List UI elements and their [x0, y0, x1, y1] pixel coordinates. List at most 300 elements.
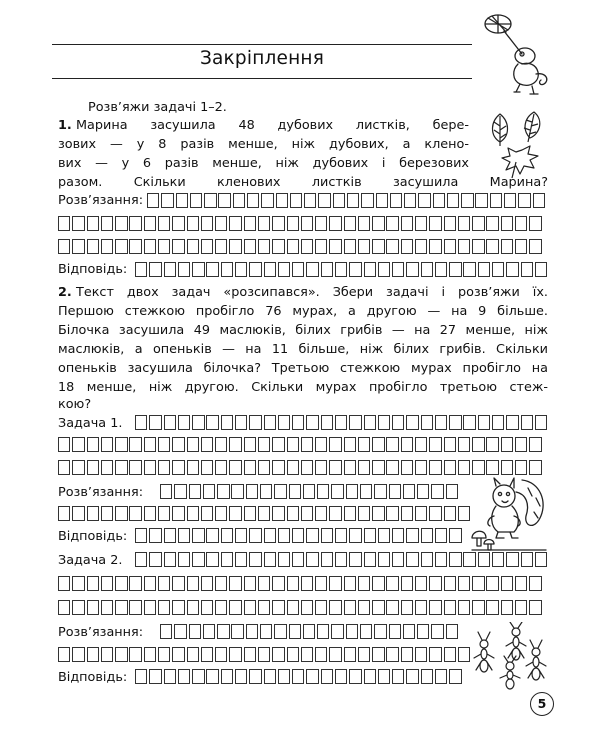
grid-cell[interactable]: [246, 624, 258, 639]
grid-cell[interactable]: [258, 576, 270, 591]
solution1-grid-row1[interactable]: [160, 484, 460, 499]
grid-cell[interactable]: [415, 647, 427, 662]
grid-cell[interactable]: [315, 216, 327, 231]
grid-cell[interactable]: [144, 460, 156, 475]
grid-cell[interactable]: [278, 262, 290, 277]
grid-cell[interactable]: [206, 528, 218, 543]
grid-cell[interactable]: [417, 484, 429, 499]
grid-cell[interactable]: [429, 506, 441, 521]
grid-cell[interactable]: [192, 669, 204, 684]
grid-cell[interactable]: [358, 576, 370, 591]
grid-cell[interactable]: [264, 552, 276, 567]
grid-cell[interactable]: [87, 437, 99, 452]
grid-cell[interactable]: [192, 262, 204, 277]
grid-cell[interactable]: [272, 506, 284, 521]
grid-cell[interactable]: [292, 528, 304, 543]
grid-cell[interactable]: [458, 216, 470, 231]
grid-cell[interactable]: [274, 484, 286, 499]
grid-cell[interactable]: [449, 528, 461, 543]
grid-cell[interactable]: [401, 600, 413, 615]
grid-cell[interactable]: [272, 647, 284, 662]
grid-cell[interactable]: [372, 239, 384, 254]
grid-cell[interactable]: [178, 669, 190, 684]
grid-cell[interactable]: [535, 415, 547, 430]
grid-cell[interactable]: [206, 669, 218, 684]
grid-cell[interactable]: [229, 437, 241, 452]
grid-cell[interactable]: [72, 600, 84, 615]
grid-cell[interactable]: [415, 460, 427, 475]
grid-cell[interactable]: [290, 193, 302, 208]
grid-cell[interactable]: [101, 460, 113, 475]
grid-cell[interactable]: [215, 239, 227, 254]
grid-cell[interactable]: [475, 193, 487, 208]
grid-cell[interactable]: [87, 460, 99, 475]
grid-cell[interactable]: [378, 262, 390, 277]
grid-cell[interactable]: [463, 262, 475, 277]
grid-cell[interactable]: [306, 669, 318, 684]
grid-cell[interactable]: [392, 669, 404, 684]
grid-cell[interactable]: [344, 460, 356, 475]
grid-cell[interactable]: [386, 239, 398, 254]
grid-cell[interactable]: [421, 669, 433, 684]
grid-cell[interactable]: [231, 624, 243, 639]
grid-cell[interactable]: [192, 415, 204, 430]
grid-cell[interactable]: [58, 506, 70, 521]
grid-cell[interactable]: [301, 506, 313, 521]
grid-cell[interactable]: [272, 437, 284, 452]
grid-cell[interactable]: [429, 647, 441, 662]
grid-cell[interactable]: [149, 415, 161, 430]
grid-cell[interactable]: [361, 193, 373, 208]
grid-cell[interactable]: [301, 239, 313, 254]
grid-cell[interactable]: [190, 193, 202, 208]
grid-cell[interactable]: [501, 460, 513, 475]
grid-cell[interactable]: [378, 669, 390, 684]
grid-cell[interactable]: [386, 576, 398, 591]
grid-cell[interactable]: [158, 576, 170, 591]
grid-cell[interactable]: [329, 437, 341, 452]
grid-cell[interactable]: [135, 528, 147, 543]
grid-cell[interactable]: [429, 239, 441, 254]
grid-cell[interactable]: [272, 216, 284, 231]
grid-cell[interactable]: [172, 437, 184, 452]
grid-cell[interactable]: [87, 576, 99, 591]
grid-cell[interactable]: [401, 647, 413, 662]
grid-cell[interactable]: [276, 193, 288, 208]
problem1-grid-row1[interactable]: [135, 415, 549, 430]
grid-cell[interactable]: [315, 437, 327, 452]
grid-cell[interactable]: [278, 528, 290, 543]
grid-cell[interactable]: [149, 262, 161, 277]
grid-cell[interactable]: [278, 415, 290, 430]
grid-cell[interactable]: [72, 506, 84, 521]
grid-cell[interactable]: [486, 460, 498, 475]
grid-cell[interactable]: [504, 193, 516, 208]
grid-cell[interactable]: [101, 216, 113, 231]
grid-cell[interactable]: [444, 576, 456, 591]
grid-cell[interactable]: [406, 552, 418, 567]
grid-cell[interactable]: [244, 647, 256, 662]
grid-cell[interactable]: [472, 460, 484, 475]
grid-cell[interactable]: [201, 216, 213, 231]
grid-cell[interactable]: [335, 415, 347, 430]
grid-cell[interactable]: [249, 415, 261, 430]
grid-cell[interactable]: [515, 460, 527, 475]
grid-cell[interactable]: [115, 216, 127, 231]
grid-cell[interactable]: [472, 600, 484, 615]
grid-cell[interactable]: [147, 193, 159, 208]
grid-cell[interactable]: [72, 216, 84, 231]
grid-cell[interactable]: [287, 216, 299, 231]
grid-cell[interactable]: [221, 262, 233, 277]
grid-cell[interactable]: [501, 239, 513, 254]
grid-cell[interactable]: [129, 460, 141, 475]
grid-cell[interactable]: [376, 193, 388, 208]
grid-cell[interactable]: [492, 262, 504, 277]
grid-cell[interactable]: [444, 460, 456, 475]
grid-cell[interactable]: [221, 415, 233, 430]
grid-cell[interactable]: [221, 528, 233, 543]
grid-cell[interactable]: [349, 552, 361, 567]
solution1-grid-row2[interactable]: [58, 506, 472, 521]
grid-cell[interactable]: [386, 506, 398, 521]
grid-cell[interactable]: [172, 216, 184, 231]
grid-cell[interactable]: [478, 552, 490, 567]
grid-cell[interactable]: [303, 624, 315, 639]
grid-cell[interactable]: [306, 528, 318, 543]
grid-cell[interactable]: [72, 239, 84, 254]
grid-cell[interactable]: [472, 239, 484, 254]
grid-cell[interactable]: [189, 624, 201, 639]
grid-cell[interactable]: [331, 484, 343, 499]
grid-cell[interactable]: [321, 528, 333, 543]
grid-cell[interactable]: [272, 576, 284, 591]
grid-cell[interactable]: [463, 552, 475, 567]
grid-cell[interactable]: [249, 262, 261, 277]
grid-cell[interactable]: [458, 506, 470, 521]
grid-cell[interactable]: [472, 216, 484, 231]
grid-cell[interactable]: [115, 460, 127, 475]
grid-cell[interactable]: [301, 216, 313, 231]
grid-cell[interactable]: [358, 460, 370, 475]
grid-cell[interactable]: [372, 600, 384, 615]
task1-solution-grid-row3[interactable]: [58, 239, 544, 254]
grid-cell[interactable]: [244, 576, 256, 591]
grid-cell[interactable]: [264, 262, 276, 277]
grid-cell[interactable]: [229, 460, 241, 475]
grid-cell[interactable]: [358, 600, 370, 615]
grid-cell[interactable]: [501, 600, 513, 615]
grid-cell[interactable]: [203, 624, 215, 639]
grid-cell[interactable]: [164, 262, 176, 277]
grid-cell[interactable]: [287, 600, 299, 615]
grid-cell[interactable]: [418, 193, 430, 208]
grid-cell[interactable]: [215, 216, 227, 231]
grid-cell[interactable]: [101, 239, 113, 254]
grid-cell[interactable]: [301, 437, 313, 452]
grid-cell[interactable]: [187, 216, 199, 231]
grid-cell[interactable]: [329, 239, 341, 254]
grid-cell[interactable]: [506, 415, 518, 430]
grid-cell[interactable]: [306, 552, 318, 567]
grid-cell[interactable]: [372, 647, 384, 662]
grid-cell[interactable]: [521, 262, 533, 277]
grid-cell[interactable]: [235, 528, 247, 543]
grid-cell[interactable]: [386, 460, 398, 475]
grid-cell[interactable]: [206, 262, 218, 277]
grid-cell[interactable]: [292, 669, 304, 684]
grid-cell[interactable]: [144, 576, 156, 591]
grid-cell[interactable]: [431, 484, 443, 499]
grid-cell[interactable]: [258, 460, 270, 475]
grid-cell[interactable]: [449, 552, 461, 567]
grid-cell[interactable]: [87, 600, 99, 615]
grid-cell[interactable]: [172, 506, 184, 521]
grid-cell[interactable]: [115, 506, 127, 521]
grid-cell[interactable]: [449, 669, 461, 684]
grid-cell[interactable]: [158, 647, 170, 662]
grid-cell[interactable]: [329, 576, 341, 591]
grid-cell[interactable]: [278, 669, 290, 684]
grid-cell[interactable]: [447, 193, 459, 208]
grid-cell[interactable]: [421, 415, 433, 430]
grid-cell[interactable]: [129, 437, 141, 452]
grid-cell[interactable]: [364, 528, 376, 543]
grid-cell[interactable]: [415, 216, 427, 231]
grid-cell[interactable]: [160, 484, 172, 499]
grid-cell[interactable]: [335, 669, 347, 684]
grid-cell[interactable]: [158, 600, 170, 615]
grid-cell[interactable]: [386, 600, 398, 615]
grid-cell[interactable]: [329, 506, 341, 521]
grid-cell[interactable]: [315, 506, 327, 521]
grid-cell[interactable]: [444, 239, 456, 254]
grid-cell[interactable]: [135, 669, 147, 684]
grid-cell[interactable]: [358, 216, 370, 231]
grid-cell[interactable]: [231, 484, 243, 499]
grid-cell[interactable]: [235, 262, 247, 277]
grid-cell[interactable]: [201, 506, 213, 521]
grid-cell[interactable]: [203, 484, 215, 499]
grid-cell[interactable]: [317, 484, 329, 499]
grid-cell[interactable]: [486, 600, 498, 615]
grid-cell[interactable]: [329, 600, 341, 615]
grid-cell[interactable]: [364, 415, 376, 430]
grid-cell[interactable]: [261, 193, 273, 208]
grid-cell[interactable]: [235, 552, 247, 567]
grid-cell[interactable]: [287, 576, 299, 591]
grid-cell[interactable]: [164, 669, 176, 684]
grid-cell[interactable]: [187, 506, 199, 521]
grid-cell[interactable]: [164, 552, 176, 567]
grid-cell[interactable]: [164, 415, 176, 430]
grid-cell[interactable]: [506, 552, 518, 567]
problem2-grid-row2[interactable]: [58, 576, 544, 591]
grid-cell[interactable]: [358, 647, 370, 662]
grid-cell[interactable]: [415, 600, 427, 615]
grid-cell[interactable]: [274, 624, 286, 639]
solution2-grid-row1[interactable]: [160, 624, 460, 639]
grid-cell[interactable]: [372, 460, 384, 475]
grid-cell[interactable]: [318, 193, 330, 208]
grid-cell[interactable]: [129, 239, 141, 254]
grid-cell[interactable]: [201, 460, 213, 475]
grid-cell[interactable]: [306, 415, 318, 430]
grid-cell[interactable]: [215, 506, 227, 521]
grid-cell[interactable]: [472, 437, 484, 452]
grid-cell[interactable]: [87, 647, 99, 662]
answer1-grid[interactable]: [135, 528, 463, 543]
grid-cell[interactable]: [329, 216, 341, 231]
grid-cell[interactable]: [244, 216, 256, 231]
grid-cell[interactable]: [372, 576, 384, 591]
grid-cell[interactable]: [401, 506, 413, 521]
grid-cell[interactable]: [392, 528, 404, 543]
grid-cell[interactable]: [372, 437, 384, 452]
grid-cell[interactable]: [392, 262, 404, 277]
grid-cell[interactable]: [506, 262, 518, 277]
grid-cell[interactable]: [129, 576, 141, 591]
grid-cell[interactable]: [292, 262, 304, 277]
grid-cell[interactable]: [401, 437, 413, 452]
grid-cell[interactable]: [321, 669, 333, 684]
grid-cell[interactable]: [515, 437, 527, 452]
grid-cell[interactable]: [431, 624, 443, 639]
grid-cell[interactable]: [421, 262, 433, 277]
grid-cell[interactable]: [58, 460, 70, 475]
grid-cell[interactable]: [535, 262, 547, 277]
grid-cell[interactable]: [458, 437, 470, 452]
grid-cell[interactable]: [272, 239, 284, 254]
grid-cell[interactable]: [374, 484, 386, 499]
grid-cell[interactable]: [435, 528, 447, 543]
grid-cell[interactable]: [486, 216, 498, 231]
grid-cell[interactable]: [158, 216, 170, 231]
grid-cell[interactable]: [229, 216, 241, 231]
grid-cell[interactable]: [349, 528, 361, 543]
problem2-grid-row1[interactable]: [135, 552, 549, 567]
grid-cell[interactable]: [178, 528, 190, 543]
grid-cell[interactable]: [433, 193, 445, 208]
grid-cell[interactable]: [135, 262, 147, 277]
grid-cell[interactable]: [187, 437, 199, 452]
grid-cell[interactable]: [244, 239, 256, 254]
grid-cell[interactable]: [287, 506, 299, 521]
grid-cell[interactable]: [144, 647, 156, 662]
grid-cell[interactable]: [386, 647, 398, 662]
grid-cell[interactable]: [129, 216, 141, 231]
grid-cell[interactable]: [101, 506, 113, 521]
grid-cell[interactable]: [135, 415, 147, 430]
grid-cell[interactable]: [344, 437, 356, 452]
grid-cell[interactable]: [404, 193, 416, 208]
grid-cell[interactable]: [435, 669, 447, 684]
grid-cell[interactable]: [529, 239, 541, 254]
grid-cell[interactable]: [315, 576, 327, 591]
grid-cell[interactable]: [246, 484, 258, 499]
grid-cell[interactable]: [172, 600, 184, 615]
grid-cell[interactable]: [321, 262, 333, 277]
grid-cell[interactable]: [247, 193, 259, 208]
grid-cell[interactable]: [229, 647, 241, 662]
grid-cell[interactable]: [518, 193, 530, 208]
grid-cell[interactable]: [144, 506, 156, 521]
grid-cell[interactable]: [115, 437, 127, 452]
grid-cell[interactable]: [335, 552, 347, 567]
grid-cell[interactable]: [429, 216, 441, 231]
grid-cell[interactable]: [429, 437, 441, 452]
grid-cell[interactable]: [149, 528, 161, 543]
grid-cell[interactable]: [331, 624, 343, 639]
grid-cell[interactable]: [172, 239, 184, 254]
grid-cell[interactable]: [58, 576, 70, 591]
grid-cell[interactable]: [206, 415, 218, 430]
grid-cell[interactable]: [303, 484, 315, 499]
grid-cell[interactable]: [287, 437, 299, 452]
grid-cell[interactable]: [115, 239, 127, 254]
grid-cell[interactable]: [161, 193, 173, 208]
grid-cell[interactable]: [58, 239, 70, 254]
grid-cell[interactable]: [58, 600, 70, 615]
grid-cell[interactable]: [304, 193, 316, 208]
grid-cell[interactable]: [158, 239, 170, 254]
grid-cell[interactable]: [101, 437, 113, 452]
grid-cell[interactable]: [204, 193, 216, 208]
grid-cell[interactable]: [344, 647, 356, 662]
grid-cell[interactable]: [360, 624, 372, 639]
grid-cell[interactable]: [347, 193, 359, 208]
grid-cell[interactable]: [101, 576, 113, 591]
problem1-grid-row3[interactable]: [58, 460, 544, 475]
grid-cell[interactable]: [335, 262, 347, 277]
grid-cell[interactable]: [463, 415, 475, 430]
grid-cell[interactable]: [176, 193, 188, 208]
grid-cell[interactable]: [215, 460, 227, 475]
grid-cell[interactable]: [449, 415, 461, 430]
grid-cell[interactable]: [535, 552, 547, 567]
grid-cell[interactable]: [58, 647, 70, 662]
grid-cell[interactable]: [244, 437, 256, 452]
grid-cell[interactable]: [429, 576, 441, 591]
grid-cell[interactable]: [217, 484, 229, 499]
grid-cell[interactable]: [372, 506, 384, 521]
grid-cell[interactable]: [389, 484, 401, 499]
grid-cell[interactable]: [415, 239, 427, 254]
grid-cell[interactable]: [378, 552, 390, 567]
grid-cell[interactable]: [346, 624, 358, 639]
grid-cell[interactable]: [461, 193, 473, 208]
grid-cell[interactable]: [72, 647, 84, 662]
grid-cell[interactable]: [458, 239, 470, 254]
grid-cell[interactable]: [215, 437, 227, 452]
grid-cell[interactable]: [389, 624, 401, 639]
grid-cell[interactable]: [206, 552, 218, 567]
grid-cell[interactable]: [444, 647, 456, 662]
grid-cell[interactable]: [101, 647, 113, 662]
task1-solution-grid-row2[interactable]: [58, 216, 544, 231]
grid-cell[interactable]: [415, 576, 427, 591]
grid-cell[interactable]: [115, 576, 127, 591]
grid-cell[interactable]: [235, 415, 247, 430]
grid-cell[interactable]: [258, 239, 270, 254]
grid-cell[interactable]: [115, 600, 127, 615]
grid-cell[interactable]: [521, 415, 533, 430]
grid-cell[interactable]: [172, 460, 184, 475]
grid-cell[interactable]: [187, 647, 199, 662]
grid-cell[interactable]: [72, 576, 84, 591]
grid-cell[interactable]: [244, 506, 256, 521]
grid-cell[interactable]: [287, 239, 299, 254]
